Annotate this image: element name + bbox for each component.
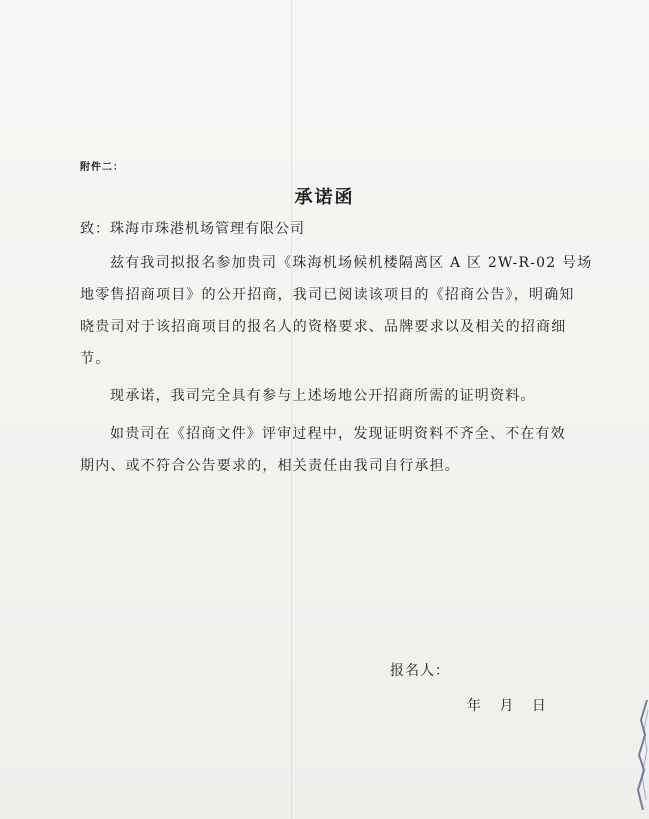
scan-edge-mark	[635, 700, 649, 810]
paragraph-line: 地零售招商项目》的公开招商，我司已阅读该项目的《招商公告》，明确知	[80, 287, 575, 303]
paragraph-line: 如贵司在《招商文件》评审过程中，发现证明资料不齐全、不在有效	[110, 426, 566, 442]
addressee: 致：珠海市珠港机场管理有限公司	[80, 221, 305, 237]
paragraph-line: 节。	[80, 351, 111, 367]
signer-label: 报名人：	[390, 663, 450, 679]
paragraph-registration	[80, 253, 593, 381]
attachment-label: 附件二：	[80, 162, 124, 173]
paragraph-line: 期内、或不符合公告要求的，相关责任由我司自行承担。	[80, 458, 460, 474]
date-line: 年 月 日	[467, 698, 546, 714]
paragraph-line: 兹有我司拟报名参加贵司《珠海机场候机楼隔离区 A 区 2W-R-02 号场	[110, 255, 593, 271]
paragraph-line: 晓贵司对于该招商项目的报名人的资格要求、品牌要求以及相关的招商细	[80, 319, 567, 335]
document-title: 承诺函	[294, 187, 355, 208]
paragraph-line: 现承诺，我司完全具有参与上述场地公开招商所需的证明资料。	[110, 388, 536, 404]
paragraph-commitment	[80, 386, 580, 418]
paragraph-responsibility	[80, 424, 580, 488]
